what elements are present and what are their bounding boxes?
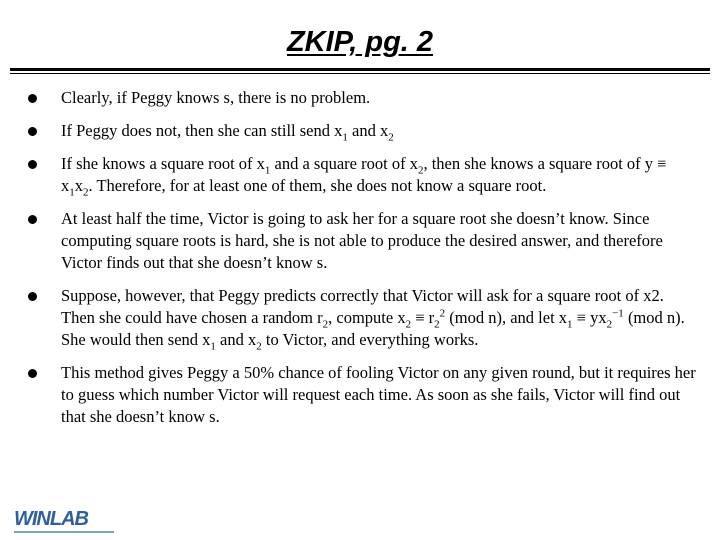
bullet-text: If she knows a square root of $x_1$ and a square root of $x_2$, then she knows a square root of $y \equiv x_1x_2$. Therefore, for at least one of them, she does not know a square root. — [61, 154, 667, 199]
slide-title — [0, 22, 720, 62]
bullet-dot-icon — [28, 94, 37, 103]
bullet-item — [28, 362, 700, 428]
bullet-dot-icon — [28, 369, 37, 378]
slide-title-text: ZKIP, pg. 2 — [286, 26, 434, 58]
bullet-text: Clearly, if Peggy knows s, there is no problem. — [61, 88, 371, 107]
bullet-text: Suppose, however, that Peggy predicts correctly that Victor will ask for a square root of x2. Then she could have chosen a random $r_2$, compute $x_2 \equiv r_2^2$ (mod n), and let $x_1 \equiv yx_2^{-1}$ (mod n). She would then send $x_1$ and $x_2$ to Victor, and everything works. — [61, 286, 685, 353]
winlab-logo — [14, 509, 118, 535]
bullet-item — [28, 87, 700, 109]
bullet-dot-icon — [28, 292, 37, 301]
bullet-text: At least half the time, Victor is going to ask her for a square root she doesn’t know. Since computing square roots is hard, she is not able to produce the desired answer, and therefore Victor finds out that she doesn’t know s. — [61, 209, 663, 272]
bullet-text: This method gives Peggy a 50% chance of fooling Victor on any given round, but it requires her to guess which number Victor will request each time. As soon as she fails, Victor will find out that she doesn’t know s. — [61, 363, 696, 426]
bullet-list — [28, 87, 700, 439]
bullet-dot-icon — [28, 160, 37, 169]
bullet-item — [28, 120, 700, 142]
title-divider-thin — [10, 73, 710, 74]
bullet-item — [28, 285, 700, 351]
bullet-dot-icon — [28, 215, 37, 224]
bullet-dot-icon — [28, 127, 37, 136]
bullet-item — [28, 153, 700, 197]
title-divider-thick — [10, 68, 710, 71]
logo-text: WINLAB — [14, 508, 88, 530]
bullet-item — [28, 208, 700, 274]
bullet-text: If Peggy does not, then she can still send $x_1$ and $x_2$ — [61, 121, 394, 144]
logo-underline — [14, 531, 114, 533]
